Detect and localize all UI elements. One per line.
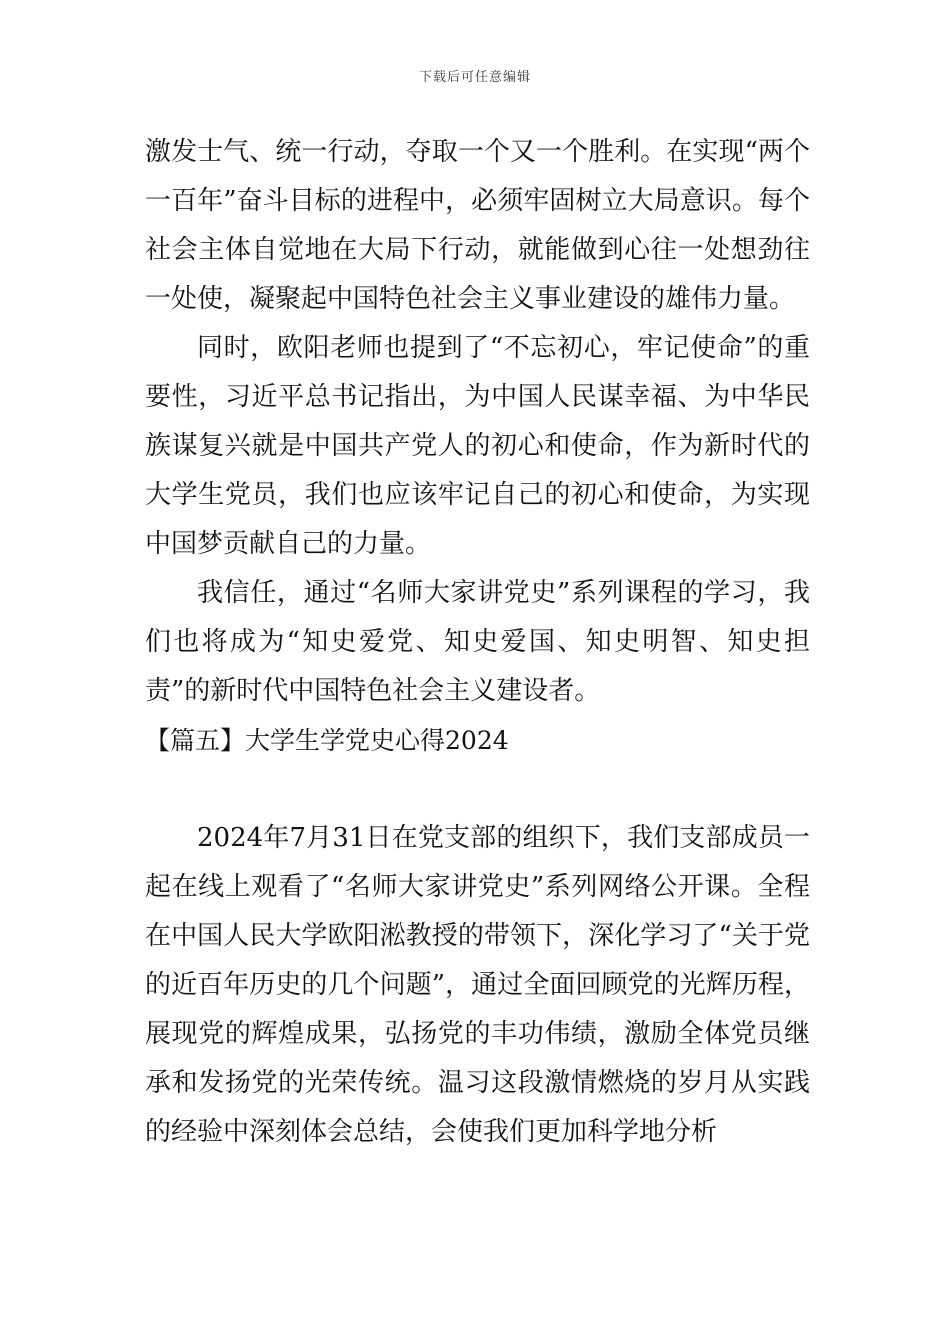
section-title: 【篇五】大学生学党史心得2024	[145, 726, 509, 755]
header-note: 下载后可任意编辑	[418, 70, 531, 85]
paragraph-2: 同时，欧阳老师也提到了“不忘初心，牢记使命”的重要性，习近平总书记指出，为中国人民谋幸福、为中华民族谋复兴就是中国共产党人的初心和使命，作为新时代的大学生党员，我们也应该牢记自己的初心和使命，为实现中国梦贡献自己的力量。	[145, 333, 810, 559]
document-body	[145, 128, 810, 1157]
paragraph-4: 2024年7月31日在党支部的组织下，我们支部成员一起在线上观看了“名师大家讲党史”系列网络公开课。全程在中国人民大学欧阳淞教授的带领下，深化学习了“关于党的近百年历史的几个问题”，通过全面回顾党的光辉历程，展现党的辉煌成果，弘扬党的丰功伟绩，激励全体党员继承和发扬党的光荣传统。温习这段激情燃烧的岁月从实践的经验中深刻体会总结，会使我们更加科学地分析	[145, 823, 810, 1147]
paragraph-1: 激发士气、统一行动，夺取一个又一个胜利。在实现“两个一百年”奋斗目标的进程中，必须牢固树立大局意识。每个社会主体自觉地在大局下行动，就能做到心往一处想劲往一处使，凝聚起中国特色社会主义事业建设的雄伟力量。	[145, 137, 810, 314]
blank-line	[145, 765, 810, 814]
paragraph-3: 我信任，通过“名师大家讲党史”系列课程的学习，我们也将成为“知史爱党、知史爱国、知史明智、知史担责”的新时代中国特色社会主义建设者。	[145, 578, 810, 706]
